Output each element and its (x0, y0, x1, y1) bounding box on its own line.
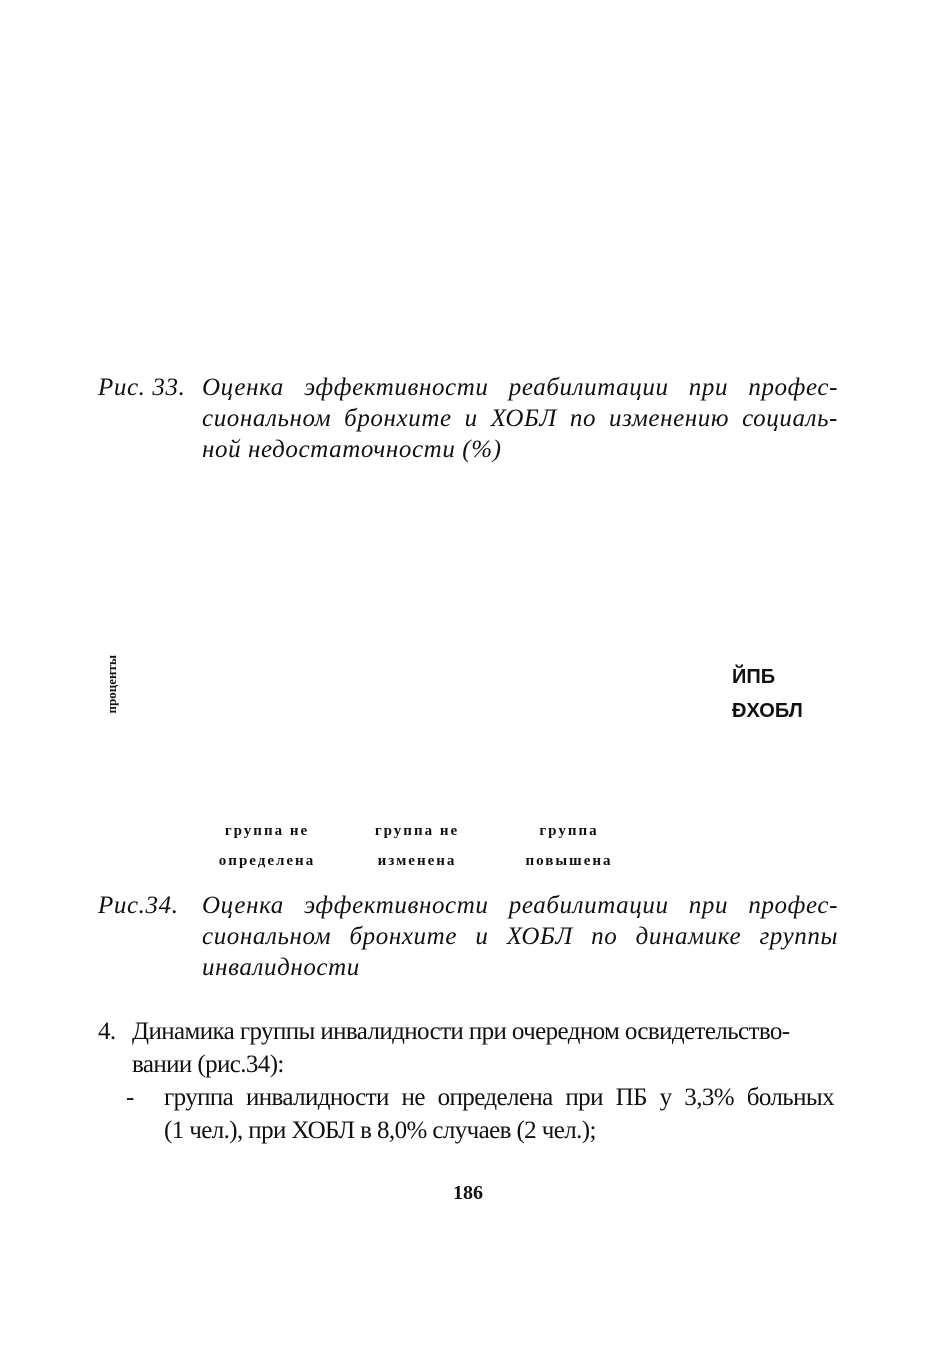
chart-legend (732, 660, 803, 728)
figure-34-line: сиональном бронхите и ХОБЛ по динамике группы (202, 923, 838, 950)
figure-34-label: Рис.34. (98, 892, 179, 919)
text-line: (1 чел.), при ХОБЛ в 8,0% случаев (2 чел.); (164, 1117, 596, 1144)
text-line: вании (рис.34): (132, 1051, 284, 1078)
figure-33-label: Рис. 33. (98, 374, 186, 401)
category-line: группа не (224, 823, 310, 839)
text-line: Динамика группы инвалидности при очередном освидетельство- (132, 1018, 790, 1045)
figure-33-line: сиональном бронхите и ХОБЛ по изменению социаль- (202, 405, 838, 432)
figure-34-line: инвалидности (202, 954, 360, 981)
category-line: группа не (374, 823, 460, 839)
list-text (132, 1015, 834, 1081)
dash-list-item (98, 1081, 834, 1147)
legend-marker-icon: Ð (732, 700, 747, 722)
category-line: группа (539, 823, 599, 839)
legend-marker-icon: Й (732, 666, 747, 688)
legend-item-hobl (732, 694, 803, 728)
list-number: 4. (98, 1018, 116, 1045)
text-line: группа инвалидности не определена при ПБ у 3,3% больных (164, 1084, 834, 1111)
list-text (164, 1081, 834, 1147)
category-line: повышена (525, 853, 613, 869)
chart-category-label (197, 816, 337, 876)
figure-33-caption (98, 372, 838, 465)
chart-category-label (499, 816, 639, 876)
figure-33-line: Оценка эффективности реабилитации при профес- (202, 374, 838, 401)
legend-label: ПБ (746, 666, 776, 688)
figure-34-text (202, 890, 838, 983)
figure-33-text (202, 372, 838, 465)
page-number: 186 (453, 1182, 483, 1204)
figure-34-line: Оценка эффективности реабилитации при профес- (202, 892, 838, 919)
list-item-4 (98, 1015, 834, 1081)
chart-y-axis-label: проценты (104, 655, 119, 714)
category-line: определена (218, 853, 316, 869)
legend-item-pb (732, 660, 803, 694)
figure-33-line: ной недостаточности (%) (202, 436, 502, 463)
category-line: изменена (377, 853, 457, 869)
legend-label: ХОБЛ (746, 700, 803, 722)
chart-category-label (347, 816, 487, 876)
dash-bullet: - (126, 1084, 134, 1111)
figure-34-caption (98, 890, 838, 983)
